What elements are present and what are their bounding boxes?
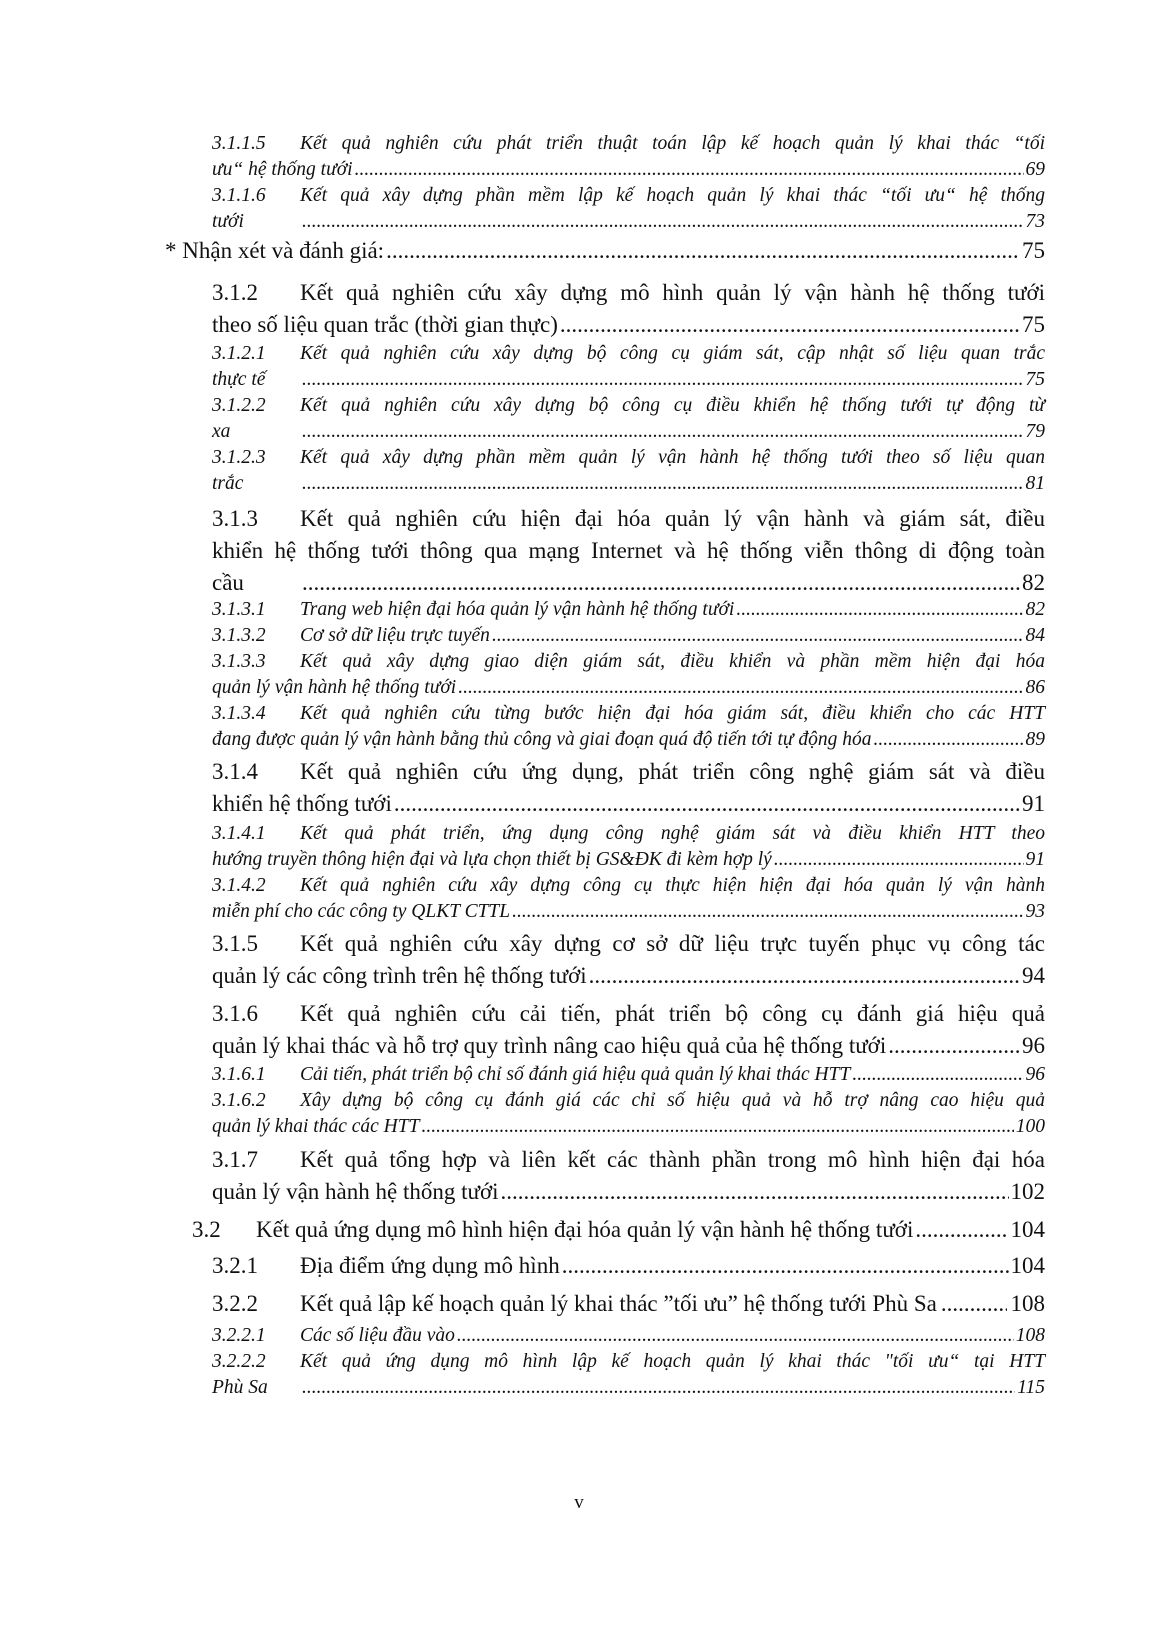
toc-page-number: 73 bbox=[1025, 211, 1045, 232]
dot-leader bbox=[458, 675, 1023, 701]
toc-entry[interactable] bbox=[212, 1250, 1045, 1282]
dot-leader bbox=[560, 309, 1020, 341]
toc-title: Kết quả ứng dụng mô hình hiện đại hóa quản lý vận hành hệ thống tưới bbox=[256, 1217, 914, 1242]
toc-title: Kết quả nghiên cứu ứng dụng, phát triển công nghệ giám sát và điều bbox=[300, 759, 1045, 784]
toc-entry[interactable] bbox=[212, 623, 1045, 649]
toc-title-cont: hướng truyền thông hiện đại và lựa chọn thiết bị GS&ĐK đi kèm hợp lý bbox=[212, 849, 772, 870]
toc-entry[interactable] bbox=[212, 928, 1045, 992]
toc-number: 3.1.3.4 bbox=[212, 703, 266, 724]
toc-entry[interactable] bbox=[212, 873, 1045, 925]
toc-page-number: 86 bbox=[1025, 677, 1045, 698]
toc-title: Kết quả nghiên cứu xây dựng công cụ thực hiện hiện đại hóa quản lý vận hành bbox=[300, 875, 1045, 896]
toc-number: 3.1.4.1 bbox=[212, 823, 266, 844]
toc-number: 3.1.6 bbox=[212, 1001, 258, 1026]
toc-title: Kết quả nghiên cứu từng bước hiện đại hóa giám sát, điều khiển cho các HTT bbox=[300, 703, 1045, 724]
dot-leader bbox=[386, 236, 1020, 266]
toc-title-cont: đang được quản lý vận hành bằng thủ công và giai đoạn quá độ tiến tới tự động hóa bbox=[212, 729, 872, 750]
dot-leader bbox=[302, 367, 1024, 393]
toc-page-number: 104 bbox=[1010, 1253, 1045, 1278]
toc-entry[interactable] bbox=[212, 277, 1045, 341]
toc-title: * Nhận xét và đánh giá: bbox=[165, 238, 385, 263]
dot-leader bbox=[302, 471, 1024, 497]
toc-entry[interactable] bbox=[212, 998, 1045, 1062]
toc-title: Kết quả nghiên cứu cải tiến, phát triển bộ công cụ đánh giá hiệu quả bbox=[300, 1001, 1045, 1026]
toc-entry[interactable] bbox=[212, 821, 1045, 873]
toc-page-number: 108 bbox=[1015, 1325, 1045, 1346]
toc-number: 3.2.2.2 bbox=[212, 1351, 266, 1372]
toc-page-number: 115 bbox=[1017, 1377, 1045, 1398]
toc-number: 3.1.1.6 bbox=[212, 185, 266, 206]
toc-page-number: 69 bbox=[1025, 159, 1045, 180]
toc-page-number: 82 bbox=[1025, 599, 1045, 620]
toc-title: Kết quả xây dựng phần mềm lập kế hoạch quản lý khai thác “tối ưu“ hệ thống bbox=[300, 185, 1045, 206]
toc-title: Xây dựng bộ công cụ đánh giá các chỉ số hiệu quả và hỗ trợ nâng cao hiệu quả bbox=[300, 1090, 1045, 1111]
toc-page-number: 84 bbox=[1025, 625, 1045, 646]
toc-page-number: 91 bbox=[1022, 791, 1045, 816]
dot-leader bbox=[302, 209, 1024, 235]
toc-title: Kết quả xây dựng phần mềm quản lý vận hành hệ thống tưới theo số liệu quan bbox=[300, 447, 1045, 468]
toc-title: Kết quả nghiên cứu xây dựng bộ công cụ điều khiển hệ thống tưới tự động từ bbox=[300, 395, 1045, 416]
toc-number: 3.1.4 bbox=[212, 759, 258, 784]
toc-entry[interactable] bbox=[212, 1349, 1045, 1401]
dot-leader bbox=[394, 788, 1020, 820]
toc-number: 3.2.1 bbox=[212, 1253, 258, 1278]
toc-entry[interactable] bbox=[212, 756, 1045, 820]
toc-title-cont: thực tế bbox=[212, 369, 266, 390]
dot-leader bbox=[915, 1214, 1008, 1246]
toc-number: 3.1.2 bbox=[212, 280, 258, 305]
toc-page-number: 75 bbox=[1025, 369, 1045, 390]
toc-number: 3.1.4.2 bbox=[212, 875, 266, 896]
toc-title: Cải tiến, phát triển bộ chỉ số đánh giá hiệu quả quản lý khai thác HTT bbox=[300, 1064, 851, 1085]
toc-entry[interactable] bbox=[212, 393, 1045, 445]
toc-number: 3.1.2.1 bbox=[212, 343, 266, 364]
toc-page-number: 96 bbox=[1022, 1033, 1045, 1058]
page-number: v bbox=[574, 1492, 584, 1513]
dot-leader bbox=[562, 1250, 1009, 1282]
toc-page-number: 81 bbox=[1025, 473, 1045, 494]
dot-leader bbox=[774, 847, 1024, 873]
toc-title-cont: xa bbox=[212, 421, 231, 442]
toc-page-number: 75 bbox=[1022, 312, 1045, 337]
toc-number: 3.1.2.2 bbox=[212, 395, 266, 416]
dot-leader bbox=[355, 157, 1024, 183]
toc-entry[interactable] bbox=[212, 445, 1045, 497]
toc-number: 3.1.3.2 bbox=[212, 625, 266, 646]
toc-title-cont: quản lý khai thác và hỗ trợ quy trình nâng cao hiệu quả của hệ thống tưới bbox=[212, 1033, 887, 1058]
toc-title: Cơ sở dữ liệu trực tuyến bbox=[300, 625, 490, 646]
toc-page-number: 89 bbox=[1025, 729, 1045, 750]
toc-entry[interactable] bbox=[212, 1288, 1045, 1320]
toc-title: Kết quả ứng dụng mô hình lập kế hoạch quản lý khai thác "tối ưu“ tại HTT bbox=[300, 1351, 1045, 1372]
toc-entry[interactable] bbox=[212, 597, 1045, 623]
dot-leader bbox=[302, 567, 1020, 599]
dot-leader bbox=[457, 1323, 1014, 1349]
toc-entry[interactable] bbox=[212, 701, 1045, 753]
toc-title: Kết quả nghiên cứu xây dựng mô hình quản lý vận hành hệ thống tưới bbox=[300, 280, 1045, 305]
toc-title-cont: cầu bbox=[212, 570, 244, 595]
toc-number: 3.1.6.1 bbox=[212, 1064, 266, 1085]
toc-title-cont: khiển hệ thống tưới thông qua mạng Internet và hệ thống viễn thông di động toàn bbox=[212, 538, 1045, 563]
toc-number: 3.1.6.2 bbox=[212, 1090, 266, 1111]
toc-title: Kết quả lập kế hoạch quản lý khai thác ”tối ưu” hệ thống tưới Phù Sa bbox=[300, 1291, 937, 1316]
toc-number: 3.1.3 bbox=[212, 506, 258, 531]
toc-entry[interactable] bbox=[165, 236, 1045, 266]
toc-title-cont: miễn phí cho các công ty QLKT CTTL bbox=[212, 901, 511, 922]
toc-page-number: 91 bbox=[1025, 849, 1045, 870]
dot-leader bbox=[302, 1375, 1015, 1401]
toc-title: Địa điểm ứng dụng mô hình bbox=[300, 1253, 560, 1278]
toc-title: Kết quả nghiên cứu phát triển thuật toán lập kế hoạch quản lý khai thác “tối bbox=[300, 133, 1045, 154]
dot-leader bbox=[736, 597, 1023, 623]
toc-number: 3.1.5 bbox=[212, 931, 258, 956]
dot-leader bbox=[874, 727, 1024, 753]
dot-leader bbox=[302, 419, 1024, 445]
dot-leader bbox=[421, 1114, 1013, 1140]
toc-number: 3.1.3.1 bbox=[212, 599, 266, 620]
toc-title: Kết quả nghiên cứu xây dựng bộ công cụ giám sát, cập nhật số liệu quan trắc bbox=[300, 343, 1045, 364]
dot-leader bbox=[512, 899, 1023, 925]
toc-entry[interactable] bbox=[212, 1062, 1045, 1088]
toc-title-cont: khiển hệ thống tưới bbox=[212, 791, 392, 816]
toc-title: Kết quả nghiên cứu hiện đại hóa quản lý vận hành và giám sát, điều bbox=[300, 506, 1045, 531]
toc-number: 3.1.3.3 bbox=[212, 651, 266, 672]
toc-title-cont: ưu“ hệ thống tưới bbox=[212, 159, 353, 180]
toc-entry[interactable] bbox=[212, 649, 1045, 701]
toc-entry[interactable] bbox=[212, 341, 1045, 393]
toc-page-number: 79 bbox=[1025, 421, 1045, 442]
toc-page-number: 96 bbox=[1025, 1064, 1045, 1085]
toc-number: 3.2 bbox=[192, 1217, 221, 1242]
toc-entry[interactable] bbox=[212, 1323, 1045, 1349]
toc-entry[interactable] bbox=[192, 1214, 1045, 1246]
toc-title: Kết quả phát triển, ứng dụng công nghệ giám sát và điều khiển HTT theo bbox=[300, 823, 1045, 844]
toc-title-cont: Phù Sa bbox=[212, 1377, 268, 1398]
toc-page-number: 82 bbox=[1022, 570, 1045, 595]
toc-title: Trang web hiện đại hóa quản lý vận hành hệ thống tưới bbox=[300, 599, 735, 620]
toc-entry[interactable] bbox=[212, 1088, 1045, 1140]
toc-page-number: 75 bbox=[1022, 238, 1045, 263]
toc-title-cont: quản lý vận hành hệ thống tưới bbox=[212, 1179, 499, 1204]
toc-number: 3.1.1.5 bbox=[212, 133, 266, 154]
toc-title-cont: quản lý khai thác các HTT bbox=[212, 1116, 420, 1137]
toc-page-number: 102 bbox=[1010, 1179, 1045, 1204]
toc-title: Kết quả tổng hợp và liên kết các thành phần trong mô hình hiện đại hóa bbox=[300, 1147, 1045, 1172]
toc-title-cont: quản lý vận hành hệ thống tưới bbox=[212, 677, 457, 698]
dot-leader bbox=[888, 1030, 1020, 1062]
dot-leader bbox=[852, 1062, 1023, 1088]
toc-title: Kết quả xây dựng giao diện giám sát, điều khiển và phần mềm hiện đại hóa bbox=[300, 651, 1045, 672]
toc-entry[interactable] bbox=[212, 183, 1045, 235]
dot-leader bbox=[589, 960, 1020, 992]
toc-entry[interactable] bbox=[212, 1144, 1045, 1208]
toc-page-number: 93 bbox=[1025, 901, 1045, 922]
toc-entry[interactable] bbox=[212, 131, 1045, 183]
toc-number: 3.2.2 bbox=[212, 1291, 258, 1316]
dot-leader bbox=[492, 623, 1024, 649]
toc-number: 3.1.2.3 bbox=[212, 447, 266, 468]
toc-title: Các số liệu đầu vào bbox=[300, 1325, 455, 1346]
toc-number: 3.1.7 bbox=[212, 1147, 258, 1172]
toc-title: Kết quả nghiên cứu xây dựng cơ sở dữ liệu trực tuyến phục vụ công tác bbox=[300, 931, 1045, 956]
dot-leader bbox=[941, 1288, 1007, 1320]
toc-title-cont: trắc bbox=[212, 473, 244, 494]
dot-leader bbox=[501, 1176, 1009, 1208]
toc-title-cont: quản lý các công trình trên hệ thống tưới bbox=[212, 963, 587, 988]
toc-page-number: 100 bbox=[1015, 1116, 1045, 1137]
toc-page-number: 94 bbox=[1022, 963, 1045, 988]
toc-number: 3.2.2.1 bbox=[212, 1325, 266, 1346]
toc-entry[interactable] bbox=[212, 503, 1045, 599]
toc-title-cont: theo số liệu quan trắc (thời gian thực) bbox=[212, 312, 558, 337]
toc-page-number: 108 bbox=[1010, 1291, 1045, 1316]
toc-page-number: 104 bbox=[1010, 1217, 1045, 1242]
toc-title-cont: tưới bbox=[212, 211, 244, 232]
